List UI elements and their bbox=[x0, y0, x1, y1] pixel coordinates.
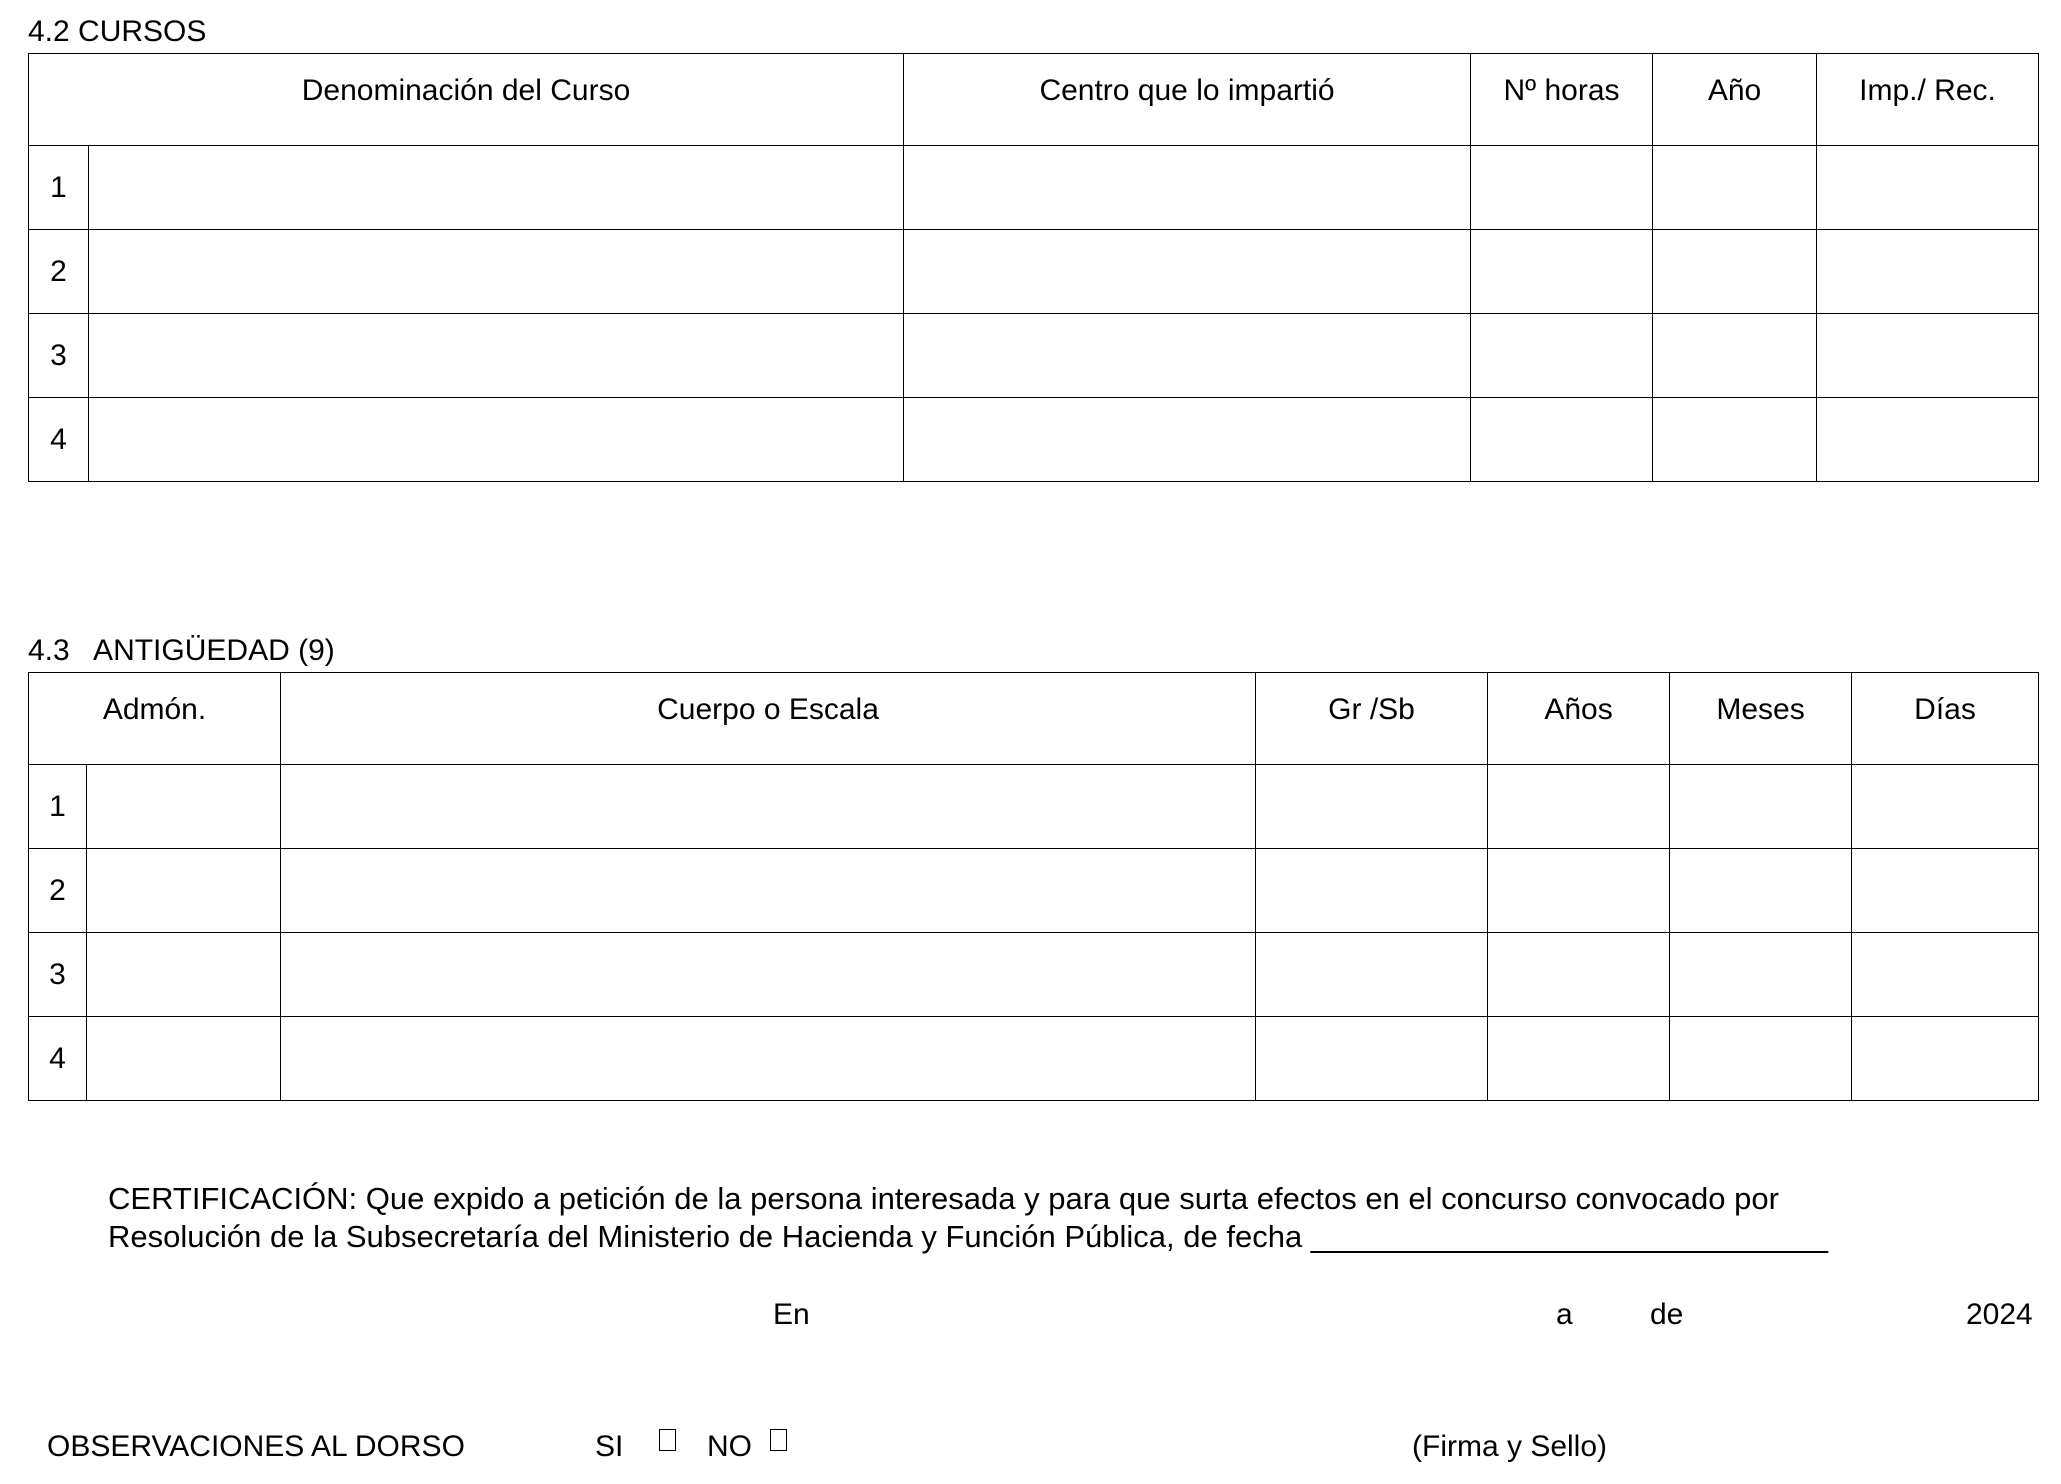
row-number: 3 bbox=[29, 314, 89, 398]
dias-cell[interactable] bbox=[1852, 1017, 2039, 1101]
table-row bbox=[29, 765, 2039, 849]
cursos-table bbox=[28, 53, 2039, 482]
antiguedad-section-title: 4.3 ANTIGÜEDAD (9) bbox=[28, 634, 335, 667]
table-row bbox=[29, 398, 2039, 482]
table-row bbox=[29, 849, 2039, 933]
meses-cell[interactable] bbox=[1670, 933, 1852, 1017]
header-meses: Meses bbox=[1670, 673, 1852, 765]
row-number: 4 bbox=[29, 398, 89, 482]
horas-cell[interactable] bbox=[1471, 398, 1653, 482]
cursos-section-title: 4.2 CURSOS bbox=[28, 15, 207, 48]
table-row bbox=[29, 933, 2039, 1017]
cuerpo-cell[interactable] bbox=[281, 933, 1256, 1017]
dias-cell[interactable] bbox=[1852, 933, 2039, 1017]
si-checkbox[interactable] bbox=[659, 1429, 676, 1451]
cursos-header-row bbox=[29, 54, 2039, 146]
date-en-label: En bbox=[773, 1298, 810, 1331]
table-row bbox=[29, 230, 2039, 314]
header-centro: Centro que lo impartió bbox=[904, 54, 1471, 146]
date-de-label: de bbox=[1650, 1298, 1684, 1331]
cuerpo-cell[interactable] bbox=[281, 1017, 1256, 1101]
meses-cell[interactable] bbox=[1670, 1017, 1852, 1101]
observaciones-label: OBSERVACIONES AL DORSO bbox=[47, 1430, 465, 1463]
anos-cell[interactable] bbox=[1488, 849, 1670, 933]
header-horas: Nº horas bbox=[1471, 54, 1653, 146]
firma-sello-label: (Firma y Sello) bbox=[1412, 1430, 1608, 1463]
horas-cell[interactable] bbox=[1471, 230, 1653, 314]
centro-cell[interactable] bbox=[904, 146, 1471, 230]
gr-sb-cell[interactable] bbox=[1256, 1017, 1488, 1101]
row-number: 1 bbox=[29, 765, 87, 849]
ano-cell[interactable] bbox=[1653, 146, 1817, 230]
header-gr-sb: Gr /Sb bbox=[1256, 673, 1488, 765]
anos-cell[interactable] bbox=[1488, 933, 1670, 1017]
row-number: 1 bbox=[29, 146, 89, 230]
header-anos: Años bbox=[1488, 673, 1670, 765]
no-label: NO bbox=[707, 1430, 752, 1463]
row-number: 2 bbox=[29, 849, 87, 933]
horas-cell[interactable] bbox=[1471, 146, 1653, 230]
dias-cell[interactable] bbox=[1852, 765, 2039, 849]
table-row bbox=[29, 146, 2039, 230]
denominacion-cell[interactable] bbox=[89, 314, 904, 398]
admon-cell[interactable] bbox=[87, 765, 281, 849]
antiguedad-header-row bbox=[29, 673, 2039, 765]
cuerpo-cell[interactable] bbox=[281, 765, 1256, 849]
header-imp-rec: Imp./ Rec. bbox=[1817, 54, 2039, 146]
si-label: SI bbox=[595, 1430, 624, 1463]
admon-cell[interactable] bbox=[87, 1017, 281, 1101]
certificacion-line-2: Resolución de la Subsecretaría del Ministerio de Hacienda y Función Pública, de fecha ______________________________ bbox=[108, 1219, 1829, 1254]
dias-cell[interactable] bbox=[1852, 849, 2039, 933]
anos-cell[interactable] bbox=[1488, 1017, 1670, 1101]
gr-sb-cell[interactable] bbox=[1256, 933, 1488, 1017]
denominacion-cell[interactable] bbox=[89, 146, 904, 230]
horas-cell[interactable] bbox=[1471, 314, 1653, 398]
date-a-label: a bbox=[1556, 1298, 1573, 1331]
gr-sb-cell[interactable] bbox=[1256, 765, 1488, 849]
imp-rec-cell[interactable] bbox=[1817, 230, 2039, 314]
header-ano: Año bbox=[1653, 54, 1817, 146]
header-dias: Días bbox=[1852, 673, 2039, 765]
certificacion-line-1: CERTIFICACIÓN: Que expido a petición de la persona interesada y para que surta efectos en el concurso convocado por bbox=[108, 1181, 1779, 1216]
table-row bbox=[29, 1017, 2039, 1101]
ano-cell[interactable] bbox=[1653, 230, 1817, 314]
table-row bbox=[29, 314, 2039, 398]
meses-cell[interactable] bbox=[1670, 765, 1852, 849]
anos-cell[interactable] bbox=[1488, 765, 1670, 849]
antiguedad-table bbox=[28, 672, 2039, 1101]
date-year: 2024 bbox=[1966, 1298, 2033, 1331]
row-number: 2 bbox=[29, 230, 89, 314]
admon-cell[interactable] bbox=[87, 849, 281, 933]
denominacion-cell[interactable] bbox=[89, 398, 904, 482]
row-number: 4 bbox=[29, 1017, 87, 1101]
header-admon: Admón. bbox=[29, 673, 281, 765]
header-denominacion: Denominación del Curso bbox=[29, 54, 904, 146]
centro-cell[interactable] bbox=[904, 230, 1471, 314]
denominacion-cell[interactable] bbox=[89, 230, 904, 314]
admon-cell[interactable] bbox=[87, 933, 281, 1017]
centro-cell[interactable] bbox=[904, 398, 1471, 482]
imp-rec-cell[interactable] bbox=[1817, 146, 2039, 230]
no-checkbox[interactable] bbox=[770, 1429, 787, 1451]
centro-cell[interactable] bbox=[904, 314, 1471, 398]
ano-cell[interactable] bbox=[1653, 314, 1817, 398]
meses-cell[interactable] bbox=[1670, 849, 1852, 933]
ano-cell[interactable] bbox=[1653, 398, 1817, 482]
header-cuerpo: Cuerpo o Escala bbox=[281, 673, 1256, 765]
cuerpo-cell[interactable] bbox=[281, 849, 1256, 933]
imp-rec-cell[interactable] bbox=[1817, 314, 2039, 398]
gr-sb-cell[interactable] bbox=[1256, 849, 1488, 933]
imp-rec-cell[interactable] bbox=[1817, 398, 2039, 482]
row-number: 3 bbox=[29, 933, 87, 1017]
